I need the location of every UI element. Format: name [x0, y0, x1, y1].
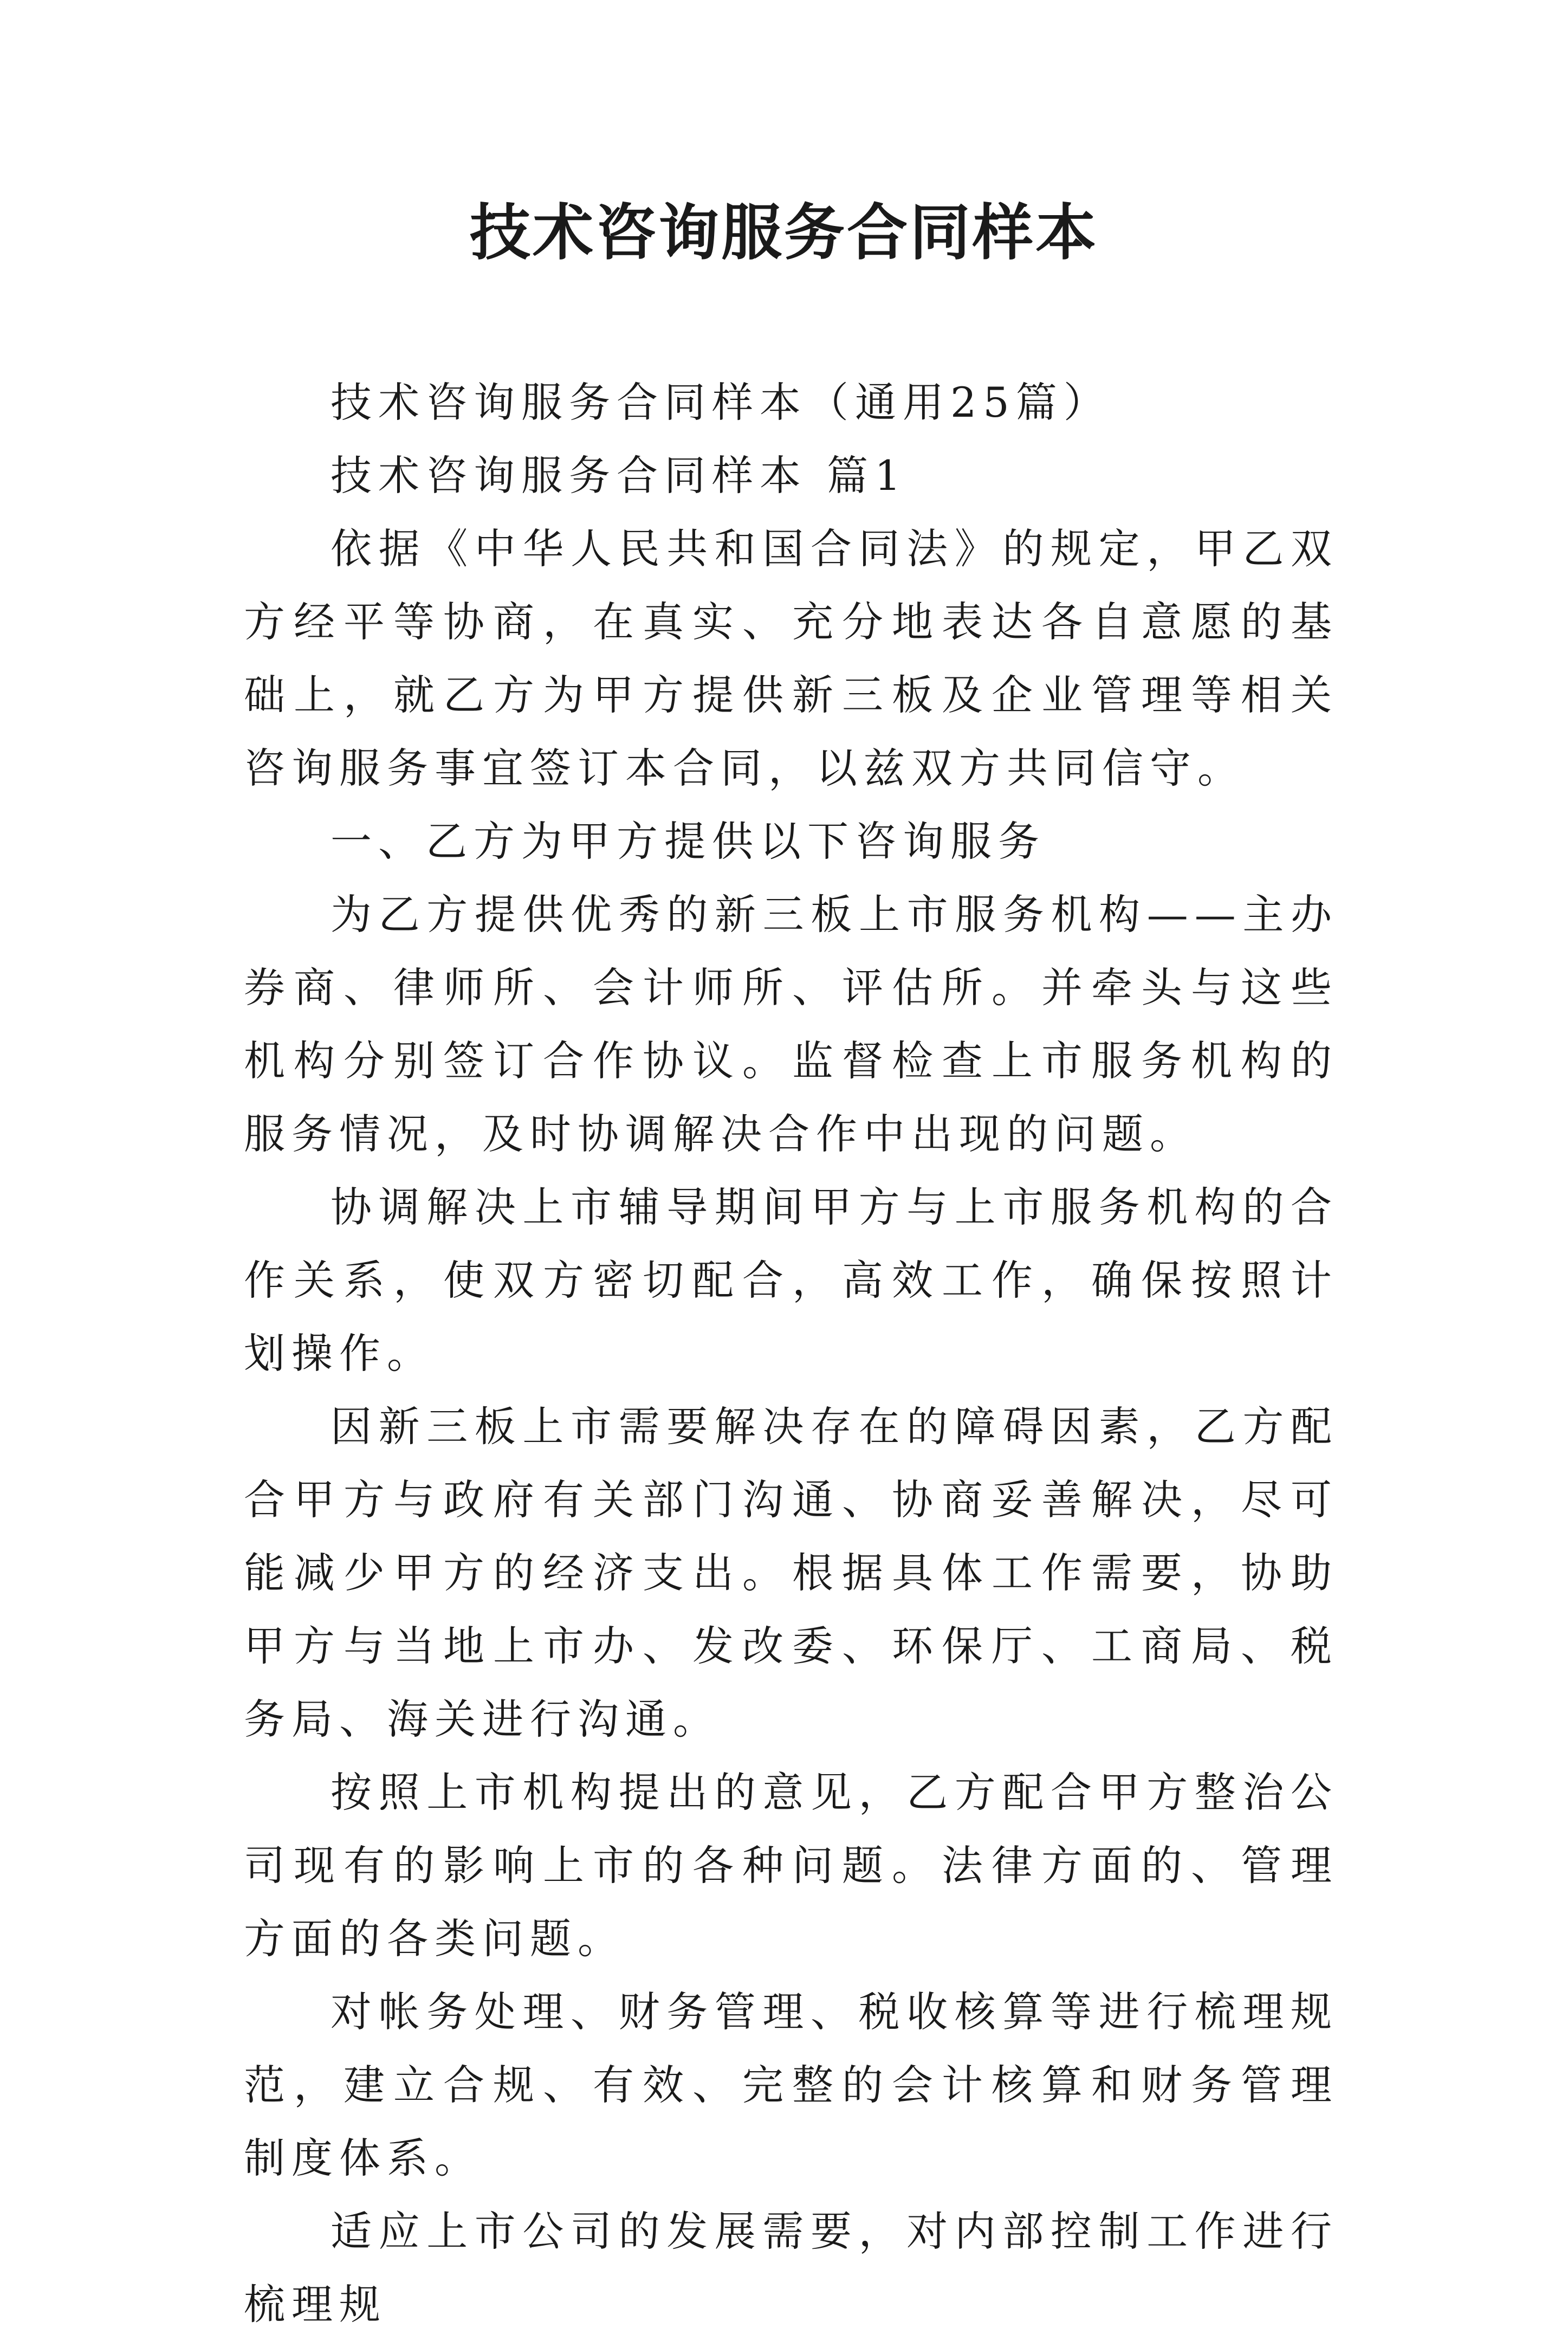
body-paragraph: 适应上市公司的发展需要，对内部控制工作进行梳理规: [244, 2207, 1338, 2329]
body-paragraph: 因新三板上市需要解决存在的障碍因素，乙方配合甲方与政府有关部门沟通、协商妥善解决，尽可能减少甲方的经济支出。根据具体工作需要，协助甲方与当地上市办、发改委、环保厅、工商局、税务局、海关进行沟通。: [244, 1402, 1338, 1743]
body-paragraph: 依据《中华人民共和国合同法》的规定，甲乙双方经平等协商，在真实、充分地表达各自意愿的基础上，就乙方为甲方提供新三板及企业管理等相关咨询服务事宜签订本合同，以兹双方共同信守。: [244, 525, 1338, 792]
document-body: [244, 366, 1338, 2341]
clause-heading: 一、乙方为甲方提供以下咨询服务: [331, 817, 1046, 865]
document-title: 技术咨询服务合同样本: [470, 198, 1098, 268]
subtitle-paragraph: 技术咨询服务合同样本（通用25篇）: [331, 378, 1111, 426]
body-paragraph: 对帐务处理、财务管理、税收核算等进行梳理规范，建立合规、有效、完整的会计核算和财务管理制度体系。: [244, 1988, 1338, 2182]
section-heading: 技术咨询服务合同样本 篇1: [331, 451, 908, 500]
body-paragraph: 协调解决上市辅导期间甲方与上市服务机构的合作关系，使双方密切配合，高效工作，确保按照计划操作。: [244, 1183, 1338, 1378]
body-paragraph: 按照上市机构提出的意见，乙方配合甲方整治公司现有的影响上市的各种问题。法律方面的、管理方面的各类问题。: [244, 1768, 1338, 1963]
body-paragraph: 为乙方提供优秀的新三板上市服务机构——主办券商、律师所、会计师所、评估所。并牵头与这些机构分别签订合作协议。监督检查上市服务机构的服务情况，及时协调解决合作中出现的问题。: [244, 890, 1338, 1158]
